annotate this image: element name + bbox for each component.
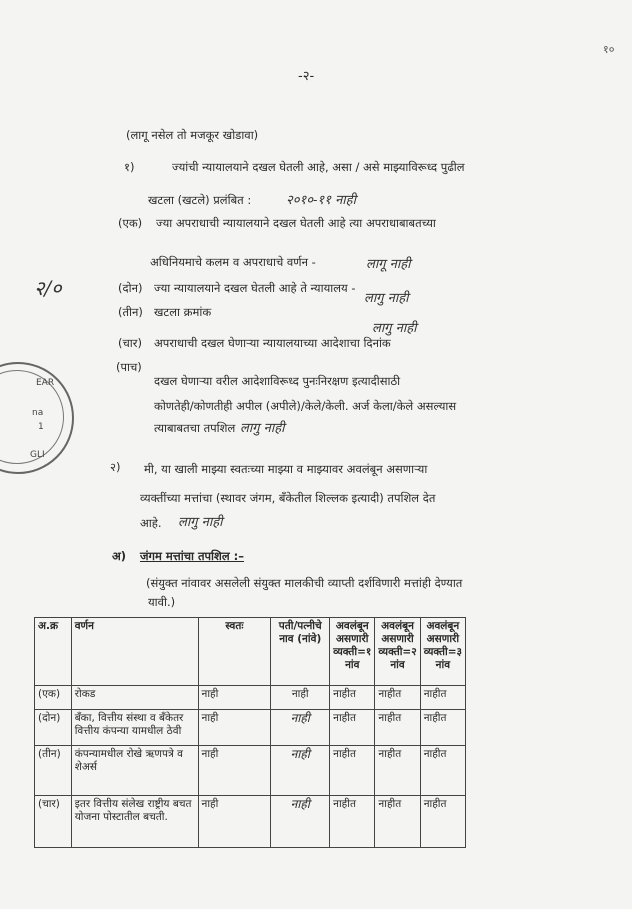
cell-dependent-1: नाहीत bbox=[330, 746, 375, 796]
sectionA-note-line1: (संयुक्त नांवावर असलेली संयुक्त मालकीची व्याप्ती दर्शविणारी मत्तांही देण्यात bbox=[146, 576, 463, 590]
cell-self: नाही bbox=[198, 746, 271, 796]
cell-self: नाही bbox=[198, 686, 271, 710]
section2-line1: मी, या खाली माझ्या स्वतःच्या माझ्या व माझ्यावर अवलंबून असणाऱ्या bbox=[144, 462, 428, 476]
item2-handwriting: लागु नाही bbox=[364, 291, 409, 306]
movable-assets-table bbox=[34, 617, 466, 848]
cell-dependent-2: नाहीत bbox=[375, 710, 420, 746]
item2-label: (दोन) bbox=[118, 281, 143, 295]
cell-spouse: नाही bbox=[271, 796, 330, 848]
item4-label: (चार) bbox=[118, 336, 142, 350]
item2-line1: ज्या न्यायालयाने दखल घेतली आहे ते न्यायालय - bbox=[154, 281, 356, 295]
stamp-text-bottom: GLI bbox=[30, 450, 45, 460]
page-number: -२- bbox=[298, 69, 315, 84]
cell-sr: (तीन) bbox=[35, 746, 72, 796]
office-stamp bbox=[0, 362, 74, 474]
sectionA-note-line2: यावी.) bbox=[148, 595, 176, 609]
cell-dependent-1: नाहीत bbox=[330, 796, 375, 848]
cell-description: कंपन्यामधील रोखे ऋणपत्रे व शेअर्स bbox=[71, 746, 198, 796]
section1-handwriting: २०१०-११ नाही bbox=[286, 193, 356, 208]
section2-handwriting: लागु नाही bbox=[178, 515, 223, 530]
item5-label: (पाच) bbox=[116, 360, 142, 374]
cell-sr: (दोन) bbox=[35, 710, 72, 746]
item5-handwriting: लागु नाही bbox=[240, 421, 285, 436]
stamp-text-low: 1 bbox=[38, 422, 44, 432]
table-row bbox=[35, 686, 466, 710]
section1-number: १) bbox=[124, 160, 135, 174]
cell-description: रोकड bbox=[71, 686, 198, 710]
item1-handwriting: लागू नाही bbox=[366, 257, 411, 272]
cell-spouse: नाही bbox=[271, 710, 330, 746]
item1-line1: ज्या अपराधाची न्यायालयाने दखल घेतली आहे त्या अपराधाबाबतच्या bbox=[156, 216, 436, 230]
item3-label: (तीन) bbox=[118, 305, 143, 319]
header-spouse: पती/पत्नीचे नाव (नांवे) bbox=[271, 618, 330, 686]
cell-dependent-3: नाहीत bbox=[420, 710, 465, 746]
cell-spouse: नाही bbox=[271, 686, 330, 710]
cell-spouse: नाही bbox=[271, 746, 330, 796]
section2-line2: व्यक्तींच्या मत्तांचा (स्थावर जंगम, बँकेतील शिल्लक इत्यादी) तपशिल देत bbox=[140, 491, 436, 505]
cell-description: बँका, वित्तीय संस्था व बँकेतर वित्तीय कंपन्या यामधील ठेवी bbox=[71, 710, 198, 746]
header-sr: अ.क्र bbox=[35, 618, 72, 686]
stamp-text-top: EAR bbox=[36, 378, 55, 388]
header-dependent-1: अवलंबून असणारी व्यक्ती=१ नांव bbox=[330, 618, 375, 686]
cell-dependent-3: नाहीत bbox=[420, 686, 465, 710]
section2-line3: आहे. bbox=[140, 516, 162, 530]
sectionA-label: अ) bbox=[112, 549, 127, 563]
section1-line1: ज्यांची न्यायालयाने दखल घेतली आहे, असा / असे माझ्याविरूध्द पुढील bbox=[172, 160, 465, 174]
section2-number: २) bbox=[110, 460, 121, 474]
header-self: स्वतः bbox=[198, 618, 271, 686]
header-dependent-2: अवलंबून असणारी व्यक्ती=२ नांव bbox=[375, 618, 420, 686]
table-row bbox=[35, 746, 466, 796]
item1-label: (एक) bbox=[118, 216, 143, 230]
section1-line2: खटला (खटले) प्रलंबित : bbox=[148, 193, 252, 207]
cell-sr: (एक) bbox=[35, 686, 72, 710]
item3-line1: खटला क्रमांक bbox=[154, 305, 212, 319]
cell-dependent-1: नाहीत bbox=[330, 686, 375, 710]
cell-dependent-3: नाहीत bbox=[420, 796, 465, 848]
cell-sr: (चार) bbox=[35, 796, 72, 848]
instruction-text: (लागू नसेल तो मजकूर खोडावा) bbox=[126, 128, 259, 142]
header-dependent-3: अवलंबून असणारी व्यक्ती=३ नांव bbox=[420, 618, 465, 686]
item5-line3: त्याबाबतचा तपशिल bbox=[154, 421, 236, 435]
table-row bbox=[35, 710, 466, 746]
header-description: वर्णन bbox=[71, 618, 198, 686]
item5-line1: दखल घेणाऱ्या वरील आदेशाविरूध्द पुनःनिरक्षण इत्यादीसाठी bbox=[154, 374, 401, 388]
table-row bbox=[35, 796, 466, 848]
stamp-text-mid: na bbox=[32, 408, 44, 418]
cell-self: नाही bbox=[198, 796, 271, 848]
item1-line2: अधिनियमाचे कलम व अपराधाचे वर्णन - bbox=[150, 255, 316, 269]
item3-handwriting: लागु नाही bbox=[372, 321, 417, 336]
item5-line2: कोणतेही/कोणतीही अपील (अपीले)/केले/केली. अर्ज केला/केले असल्यास bbox=[154, 399, 457, 413]
cell-dependent-2: नाहीत bbox=[375, 746, 420, 796]
item4-line1: अपराधाची दखल घेणाऱ्या न्यायालयाच्या आदेशाचा दिनांक bbox=[154, 336, 391, 350]
cell-description: इतर वित्तीय संलेख राष्ट्रीय बचत योजना पोस्टातील बचती. bbox=[71, 796, 198, 848]
cell-dependent-2: नाहीत bbox=[375, 686, 420, 710]
margin-handwriting: २/० bbox=[34, 276, 62, 300]
cell-self: नाही bbox=[198, 710, 271, 746]
corner-page-number: १० bbox=[603, 43, 615, 56]
cell-dependent-2: नाहीत bbox=[375, 796, 420, 848]
cell-dependent-1: नाहीत bbox=[330, 710, 375, 746]
sectionA-heading: जंगम मत्तांचा तपशिल :– bbox=[140, 549, 245, 563]
cell-dependent-3: नाहीत bbox=[420, 746, 465, 796]
